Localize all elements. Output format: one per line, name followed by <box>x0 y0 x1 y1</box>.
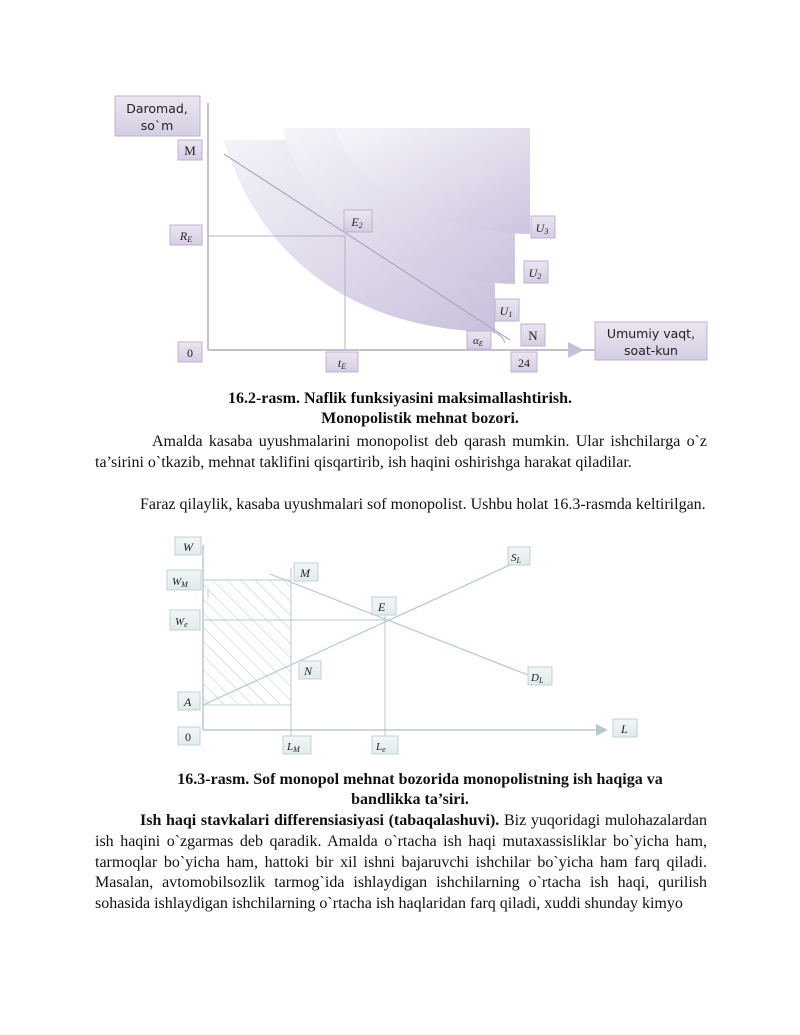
figure1-caption: 16.2-rasm. Naflik funksiyasini maksimallashtirish. <box>227 390 573 407</box>
figure2-caption-2: bandlikka ta’siri. <box>351 791 469 808</box>
label-u2: U2 <box>528 266 542 281</box>
label-n-point: N <box>304 664 313 678</box>
demand-line-dl <box>270 574 528 675</box>
label-l: L <box>621 722 628 736</box>
label-e-point: E <box>378 600 386 614</box>
label-e2: E2 <box>351 215 363 230</box>
label-u1: U1 <box>499 304 513 319</box>
figure2-caption-1: 16.3-rasm. Sof monopol mehnat bozorida monopolistning ish haqiga va <box>177 771 663 788</box>
y-axis-label-1: Daromad, <box>126 101 188 116</box>
label-re: RE <box>179 229 193 244</box>
label-w: W <box>183 540 193 554</box>
label-origin: 0 <box>187 346 193 360</box>
label-te: tE <box>337 356 347 371</box>
label-a: A <box>184 695 192 709</box>
label-lm: LM <box>287 741 300 754</box>
label-origin-2: 0 <box>185 730 191 744</box>
y-axis-label-2: so`m <box>140 118 174 133</box>
label-u3: U3 <box>535 221 549 236</box>
label-wm: WM <box>172 576 188 589</box>
section-title: Monopolistik mehnat bozori. <box>321 410 519 427</box>
monopoly-hatched-area <box>203 580 291 705</box>
label-n: N <box>528 328 538 343</box>
paragraph-3: Ish haqi stavkalari differensiasiyasi (tabaqalashuvi). Biz yuqoridagi mulohazalardan ish haqini o`zgarmas deb qaradik. Amalda o`rtacha ish haqi mutaxassisliklar bo`yicha ham, tarmoqlar bo`yicha ham, hattoki bir xil ishni bajaruvchi ishchilar bo`yicha ham farq qiladi. Masalan, avtomobilsozlik tarmog`ida ishlaydigan ishchilarning o`rtacha ish haqi, qurilish sohasida ishlaydigan ishchilarning o`rtacha ish haqlaridan farq qiladi, xuddi shunday kimyo <box>95 812 707 913</box>
label-alpha: αE <box>472 335 484 348</box>
label-sl: SL <box>511 552 521 565</box>
label-dl: DL <box>531 672 544 685</box>
paragraph-3-heading: Ish haqi stavkalari differensiasiyasi (tabaqalashuvi). <box>140 812 500 829</box>
paragraph-2: Faraz qilaylik, kasaba uyushmalari sof monopolist. Ushbu holat 16.3-rasmda keltirilgan. <box>140 496 706 513</box>
x-axis-label-2: soat-kun <box>624 343 678 358</box>
label-m: M <box>184 143 196 158</box>
label-le: Le <box>376 741 386 754</box>
label-24: 24 <box>518 356 530 370</box>
paragraph-1: Amalda kasaba uyushmalarini monopolist deb qarash mumkin. Ular ishchilarga o`z ta’sirini o`tkazib, mehnat taklifini qisqartirib, ish haqini oshirishga harakat qiladilar. <box>95 433 707 471</box>
x-axis-label-1: Umumiy vaqt, <box>606 326 696 341</box>
label-m-point: M <box>300 566 310 580</box>
label-we: We <box>175 616 188 629</box>
